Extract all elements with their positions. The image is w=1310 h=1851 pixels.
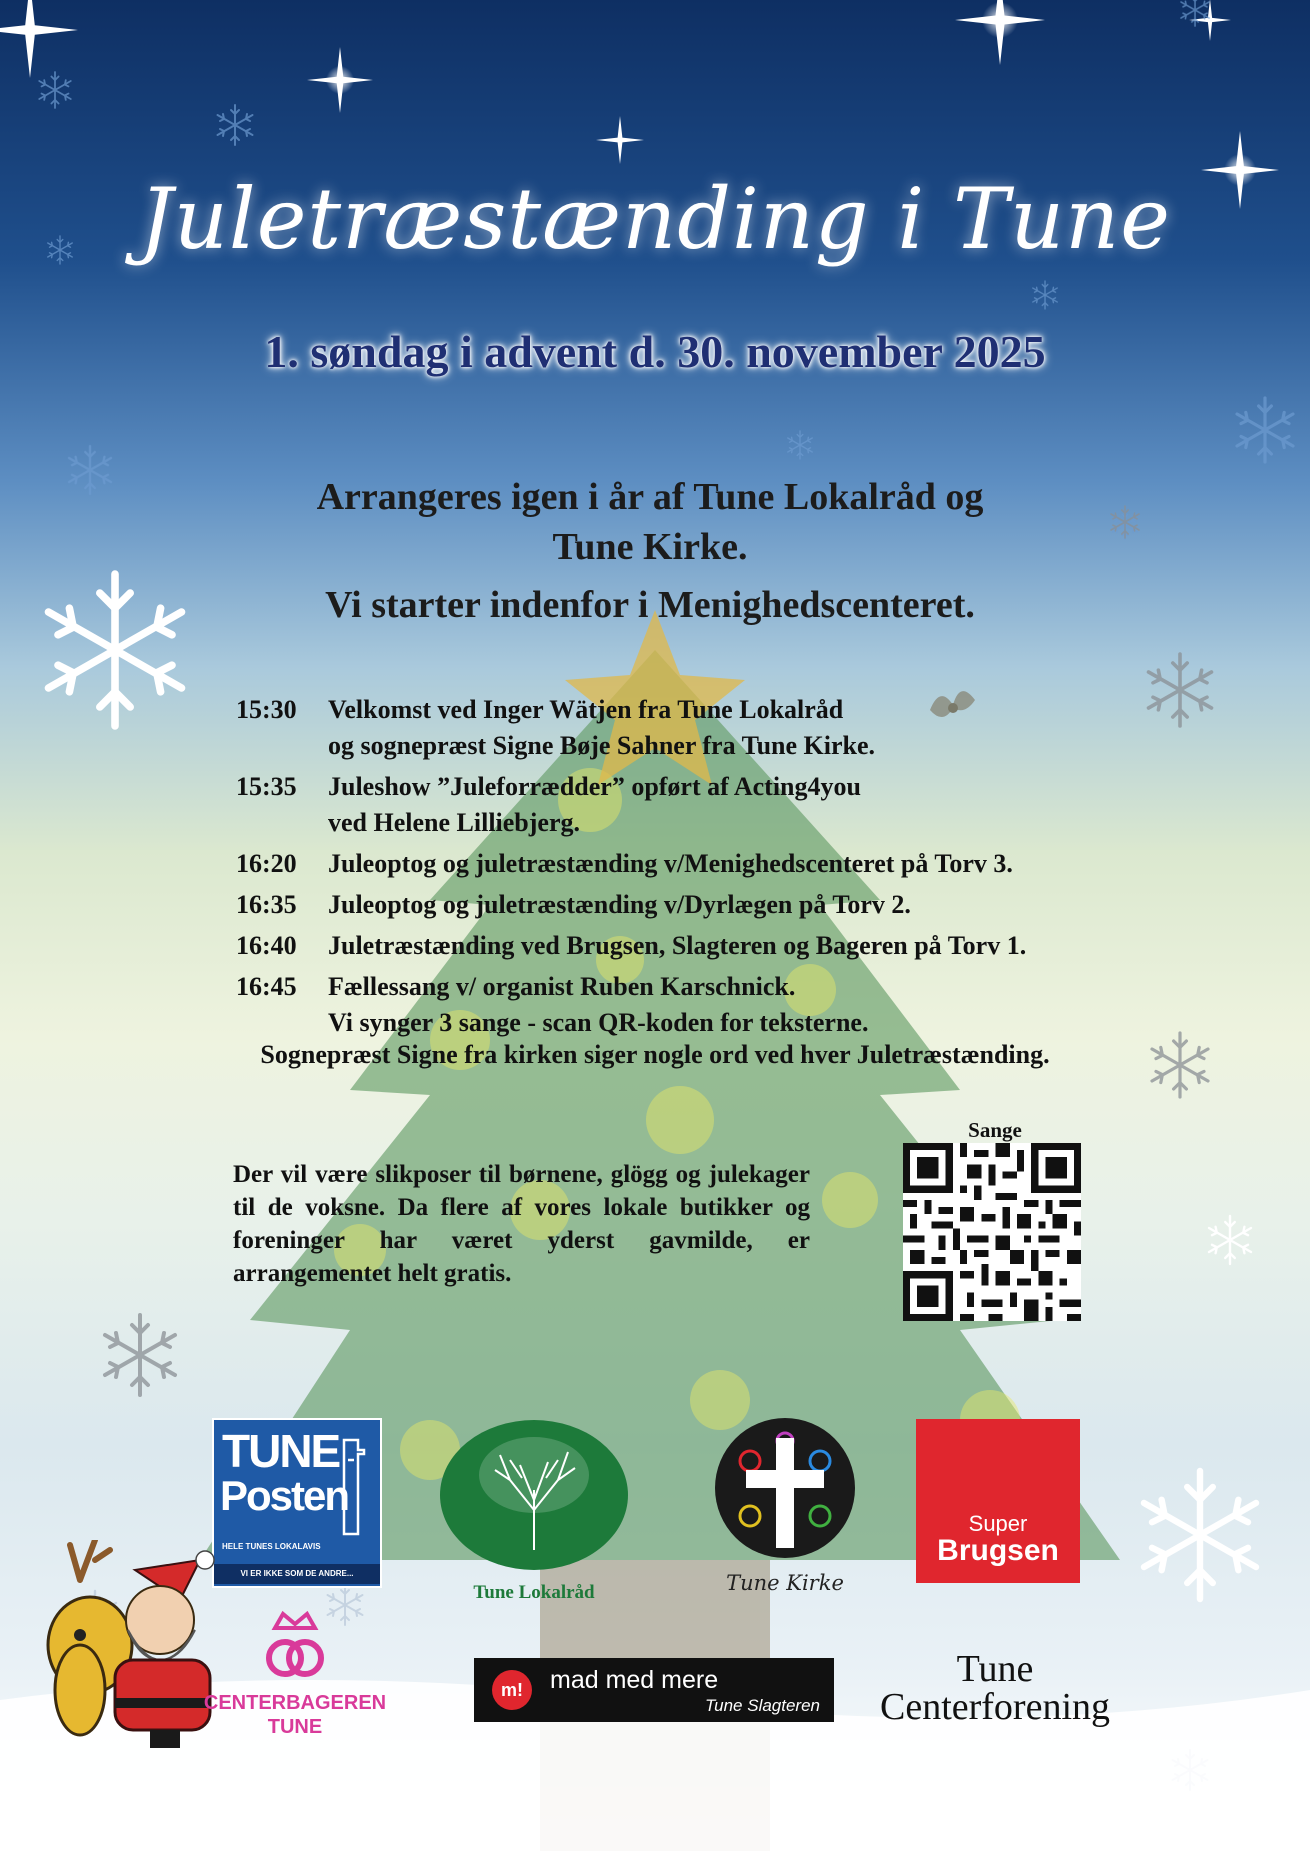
- schedule-time: 15:35: [236, 772, 297, 801]
- schedule-text: Juletræstænding ved Brugsen, Slagteren og Bageren på Torv 1.: [328, 931, 1027, 960]
- page-title: Juletræstænding i Tune: [139, 170, 1171, 268]
- event-date: 1. søndag i advent d. 30. november 2025: [264, 326, 1046, 377]
- mad-med-mere-name: mad med mere: [550, 1666, 719, 1694]
- treats-text: Der vil være slikposer til børnene, glögg og julekager til de voksne. Da flere af vores lokale butikker og foreninger har været yderst gavmilde, er arrangementet helt gratis.: [233, 1161, 810, 1287]
- schedule-text: ved Helene Lilliebjerg.: [328, 808, 581, 837]
- schedule-text: Velkomst ved Inger Wätjen fra Tune Lokalråd: [328, 695, 844, 724]
- schedule-time: 16:35: [236, 890, 297, 919]
- schedule-text: Juleshow ”Juleforrædder” opført af Acting4you: [328, 772, 861, 801]
- centerbageren-name: CENTERBAGEREN: [203, 1692, 387, 1714]
- centerbageren-town: TUNE: [267, 1716, 323, 1738]
- schedule-row: [236, 887, 1176, 923]
- pretzel-crown-icon: [263, 1608, 327, 1688]
- oak-tree-icon: [440, 1420, 628, 1570]
- schedule-text: Juleoptog og juletræstænding v/Dyrlægen på Torv 2.: [328, 890, 911, 919]
- tuneposten-tagline: HELE TUNES LOKALAVIS: [222, 1542, 321, 1551]
- snowflake-icons-sky: [39, 0, 1293, 539]
- superbrugsen-line1: Super: [968, 1511, 1028, 1536]
- centerforening-line1: Tune: [956, 1648, 1034, 1690]
- intro-line-1: Arrangeres igen i år af Tune Lokalråd og: [316, 476, 984, 518]
- schedule-row: [236, 769, 1176, 841]
- schedule-row: [236, 846, 1176, 882]
- intro-line-3: Vi starter indenfor i Menighedscenteret.: [325, 584, 975, 626]
- superbrugsen-logo: [916, 1419, 1080, 1583]
- tuneposten-slogan: VI ER IKKE SOM DE ANDRE...: [214, 1564, 380, 1584]
- schedule-time: 15:30: [236, 695, 297, 724]
- centerbageren-logo: [195, 1608, 395, 1748]
- schedule-text: og sognepræst Signe Bøje Sahner fra Tune Kirke.: [328, 731, 876, 760]
- mad-med-mere-logo: [474, 1658, 834, 1722]
- cross-icon: [710, 1416, 860, 1566]
- tune-slagteren-name: Tune Slagteren: [705, 1696, 820, 1715]
- schedule-time: 16:20: [236, 849, 297, 878]
- schedule-time: 16:40: [236, 931, 297, 960]
- schedule-row: [236, 692, 1176, 764]
- tune-lokalraad-logo: [440, 1420, 628, 1603]
- tune-kirke-name: Tune Kirke: [726, 1571, 844, 1595]
- priest-note: Sognepræst Signe fra kirken siger nogle ord ved hver Juletræstænding.: [260, 1040, 1050, 1069]
- schedule-time: 16:45: [236, 972, 297, 1001]
- tune-kirke-logo: [710, 1416, 860, 1606]
- superbrugsen-line2: Brugsen: [937, 1534, 1059, 1567]
- qr-code[interactable]: [903, 1143, 1081, 1321]
- schedule-row: [236, 928, 1176, 964]
- tuneposten-logo: [212, 1418, 382, 1588]
- tuneposten-line1: TUNE: [222, 1425, 340, 1477]
- schedule-text: Fællessang v/ organist Ruben Karschnick.: [328, 972, 796, 1001]
- qr-label: Sange: [968, 1118, 1022, 1142]
- tuneposten-line2: Posten: [220, 1472, 349, 1519]
- intro-line-2: Tune Kirke.: [552, 526, 748, 568]
- heart-logo-icon: m!: [492, 1670, 532, 1710]
- tune-lokalraad-name: Tune Lokalråd: [473, 1582, 595, 1603]
- tune-centerforening-logo: [850, 1650, 1140, 1726]
- water-pump-icon: [334, 1430, 374, 1560]
- schedule-text: Vi synger 3 sange - scan QR-koden for teksterne.: [328, 1008, 869, 1037]
- schedule-row: [236, 969, 1176, 1041]
- program-schedule: [236, 692, 1176, 1046]
- centerforening-line2: Centerforening: [879, 1686, 1111, 1728]
- schedule-text: Juleoptog og juletræstænding v/Menighedscenteret på Torv 3.: [328, 849, 1013, 878]
